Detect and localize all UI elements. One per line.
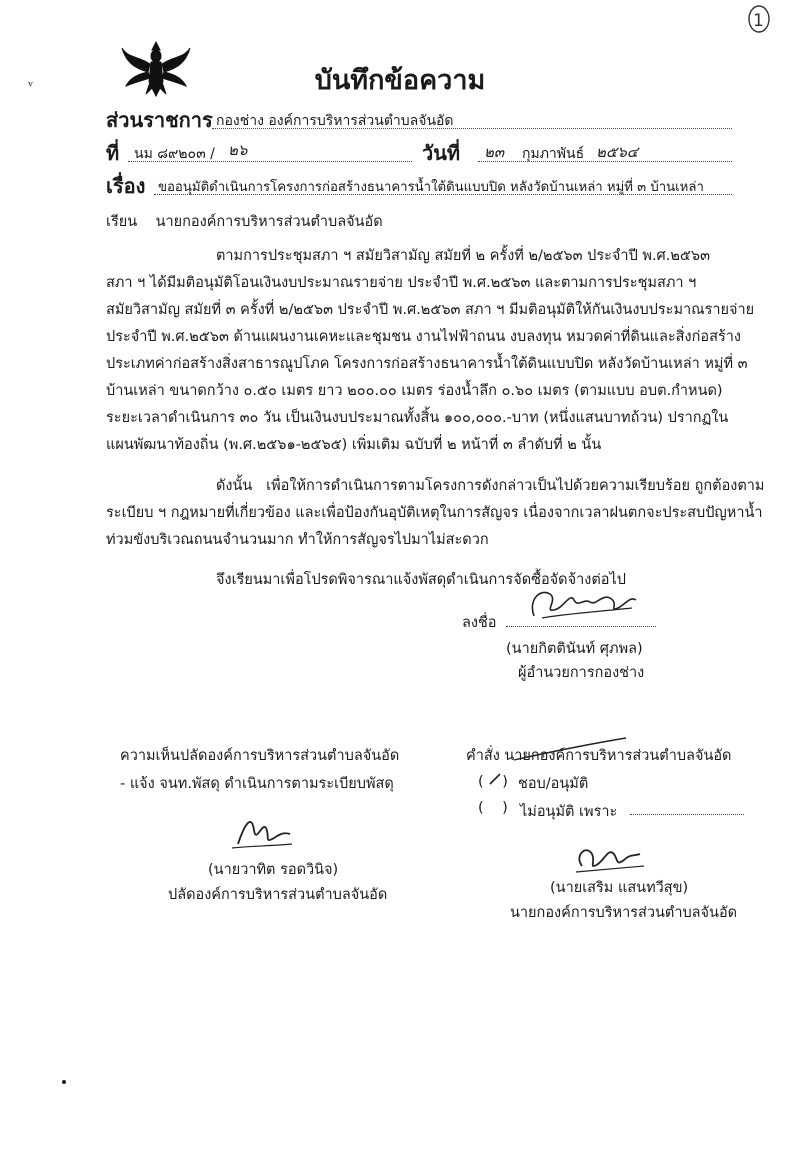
order-signer-position: นายกองค์การบริหารส่วนตำบลจันอัด (510, 905, 738, 921)
paragraph2-line: ระเบียบ ฯ กฎหมายที่เกี่ยวข้อง และเพื่อป้องกันอุบัติเหตุในการสัญจร เนื่องจากเวลาฝนตกจะประสบปัญหาน้ำ (106, 505, 763, 521)
date-day: ๒๓ (484, 143, 505, 161)
order-heading: คำสั่ง นายกองค์การบริหารส่วนตำบลจันอัด (466, 748, 732, 764)
ref-dotted-line (128, 161, 412, 162)
subject-label: เรื่อง (106, 174, 146, 198)
opinion-signer-position: ปลัดองค์การบริหารส่วนตำบลจันอัด (168, 887, 388, 903)
reject-label: ไม่อนุมัติ เพราะ (520, 804, 618, 820)
approve-label: ชอบ/อนุมัติ (518, 776, 589, 792)
date-label: วันที่ (422, 141, 461, 165)
signer1-position: ผู้อำนวยการกองช่าง (518, 665, 645, 681)
subject-dotted-line (154, 194, 732, 195)
signer1-name: (นายกิตตินันท์ ศุภพล) (506, 641, 643, 657)
paragraph1-line: สมัยวิสามัญ สมัยที่ ๓ ครั้งที่ ๒/๒๕๖๓ ประจำปี พ.ศ.๒๕๖๓ สภา ฯ มีมติอนุมัติให้กันเงินงบประมาณรายจ่าย (106, 302, 755, 318)
paragraph1-line: ประจำปี พ.ศ.๒๕๖๓ ด้านแผนงานเคหะและชุมชน งานไฟฟ้าถนน งบลงทุน หมวดค่าที่ดินและสิ่งก่อสร้าง (106, 329, 741, 345)
dept-dotted-line (212, 128, 732, 129)
order-signer-name: (นายเสริม แสนทวีสุข) (550, 880, 689, 896)
reject-checkbox: ( ) (478, 800, 508, 816)
date-dotted-line (478, 161, 732, 162)
paragraph1-line: สภา ฯ ได้มีมติอนุมัติโอนเงินงบประมาณรายจ่าย ประจำปี พ.ศ.๒๕๖๓ และตามการประชุมสภา ฯ (106, 275, 697, 291)
date-year: ๒๕๖๔ (596, 143, 639, 161)
sign-label: ลงชื่อ (462, 615, 497, 631)
stray-dot (62, 1080, 66, 1084)
ref-value: นม ๘๙๒๐๓ / (134, 146, 215, 162)
ref-label: ที่ (106, 141, 120, 165)
subject-value: ขออนุมัติดำเนินการโครงการก่อสร้างธนาคารน้ำใต้ดินแบบปิด หลังวัดบ้านเหล่า หมู่ที่ ๓ บ้านเหล่า (158, 180, 704, 195)
paragraph1-line: ตามการประชุมสภา ฯ สมัยวิสามัญ สมัยที่ ๒ ครั้งที่ ๒/๒๕๖๓ ประจำปี พ.ศ.๒๕๖๓ (216, 248, 711, 264)
stray-mark: ᵥ (28, 74, 34, 90)
opinion-note: - แจ้ง จนท.พัสดุ ดำเนินการตามระเบียบพัสดุ (120, 776, 394, 792)
paragraph1-line: แผนพัฒนาท้องถิ่น (พ.ศ.๒๕๖๑-๒๕๖๕) เพิ่มเติม ฉบับที่ ๒ หน้าที่ ๓ ลำดับที่ ๒ นั้น (106, 437, 602, 453)
dept-value: กองช่าง องค์การบริหารส่วนตำบลจันอัด (216, 113, 454, 129)
signature-director-icon (514, 578, 644, 628)
closing-paragraph: จึงเรียนมาเพื่อโปรดพิจารณาแจ้งพัสดุดำเนินการจัดซื้อจัดจ้างต่อไป (216, 572, 626, 588)
reject-dotted-line (630, 814, 744, 815)
ref-handwritten: ๒๖ (228, 141, 248, 159)
signature-deputy-icon (226, 810, 296, 856)
opinion-heading: ความเห็นปลัดองค์การบริหารส่วนตำบลจันอัด (120, 748, 400, 764)
document-title: บันทึกข้อความ (314, 65, 486, 96)
order-strike-icon (510, 734, 630, 764)
salutation: เรียน นายกองค์การบริหารส่วนตำบลจันอัด (106, 214, 383, 230)
paragraph1-line: ระยะเวลาดำเนินการ ๓๐ วัน เป็นเงินงบประมาณทั้งสิ้น ๑๐๐,๐๐๐.-บาท (หนึ่งแสนบาทถ้วน) ปรากฏใน (106, 410, 729, 426)
date-month: กุมภาพันธ์ (522, 146, 585, 162)
approve-checkbox: ( ) (478, 774, 508, 790)
dept-label: ส่วนราชการ (106, 108, 213, 132)
page-number: 1 (752, 6, 763, 31)
paragraph2-line: ท่วมขังบริเวณถนนจำนวนมาก ทำให้การสัญจรไปมาไม่สะดวก (106, 532, 489, 548)
paragraph1-line: ประเภทค่าก่อสร้างสิ่งสาธารณูปโภค โครงการก่อสร้างธนาคารน้ำใต้ดินแบบปิด หลังวัดบ้านเหล่า หมู่ที่ ๓ (106, 356, 748, 372)
check-mark-icon (488, 772, 502, 788)
opinion-signer-name: (นายวาทิต รอดวินิจ) (208, 862, 339, 878)
paragraph1-line: บ้านเหล่า ขนาดกว้าง ๐.๕๐ เมตร ยาว ๒๐๐.๐๐ เมตร ร่องน้ำลึก ๐.๖๐ เมตร (ตามแบบ อบต.กำหนด) (106, 383, 723, 399)
paragraph2-line: ดังนั้น เพื่อให้การดำเนินการตามโครงการดังกล่าวเป็นไปด้วยความเรียบร้อย ถูกต้องตาม (216, 478, 765, 494)
